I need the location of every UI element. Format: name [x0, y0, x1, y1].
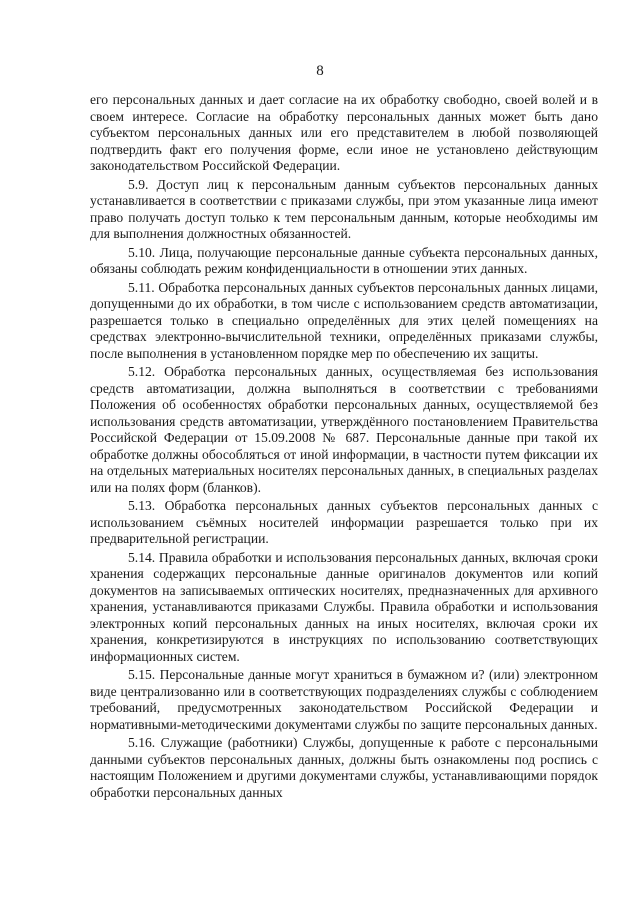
paragraph-5-14: 5.14. Правила обработки и использования персональных данных, включая сроки хранения содержащих персональные данные оригиналов документов или копий документов на записываемых оптических носителях, предназначенных для архивного хранения, устанавливаются приказами Службы. Правила обработки и использования электронных копий персональных данных на иных носителях, включая сроки их хранения, конкретизируются в инструкциях по использованию соответствующих информационных систем.	[90, 549, 598, 664]
paragraph-5-11: 5.11. Обработка персональных данных субъектов персональных данных лицами, допущенными до их обработки, в том числе с использованием средств автоматизации, разрешается только в специально определённых для этих целей помещениях на средствах электронно-вычислительной техники, определённых приказами службы, после выполнения в установленном порядке мер по обеспечению их защиты.	[90, 279, 598, 361]
paragraph-5-16: 5.16. Служащие (работники) Службы, допущенные к работе с персональными данными субъектов персональных данных, должны быть ознакомлены под роспись с настоящим Положением и другими документами службы, устанавливающими порядок обработки персональных данных	[90, 735, 598, 800]
paragraph-5-15: 5.15. Персональные данные могут храниться в бумажном и? (или) электронном виде централизованно или в соответствующих подразделениях службы с соблюдением требований, предусмотренных законодательством Российской Федерации и нормативными-методическими документами службы по защите персональных данных.	[90, 667, 598, 732]
paragraph-consent-continuation: его персональных данных и дает согласие на их обработку свободно, своей волей и в своем интересе. Согласие на обработку персональных данных может быть дано субъектом персональных данных или его представителем в любой позволяющей подтвердить факт его получения форме, если иное не установлено действующим законодательством Российской Федерации.	[90, 92, 598, 173]
paragraph-5-10: 5.10. Лица, получающие персональные данные субъекта персональных данных, обязаны соблюдать режим конфиденциальности в отношении этих данных.	[90, 244, 598, 276]
paragraph-5-9: 5.9. Доступ лиц к персональным данным субъектов персональных данных устанавливается в соответствии с приказами службы, при этом указанные лица имеют право получать доступ только к тем персональным данным, которые необходимы им для выполнения должностных обязанностей.	[90, 176, 598, 241]
paragraph-5-13: 5.13. Обработка персональных данных субъектов персональных данных с использованием съёмных носителей информации разрешается только при их предварительной регистрации.	[90, 498, 598, 546]
page-number: 8	[316, 63, 324, 79]
document-body	[90, 92, 598, 803]
paragraph-5-12: 5.12. Обработка персональных данных, осуществляемая без использования средств автоматизации, должна выполняться в соответствии с требованиями Положения об особенностях обработки персональных данных, осуществляемой без использования средств автоматизации, утверждённого постановлением Правительства Российской Федерации от 15.09.2008 № 687. Персональные данные при такой их обработке должны обособляться от иной информации, в частности путем фиксации их на отдельных материальных носителях персональных данных, в специальных разделах или на полях форм (бланков).	[90, 364, 598, 495]
